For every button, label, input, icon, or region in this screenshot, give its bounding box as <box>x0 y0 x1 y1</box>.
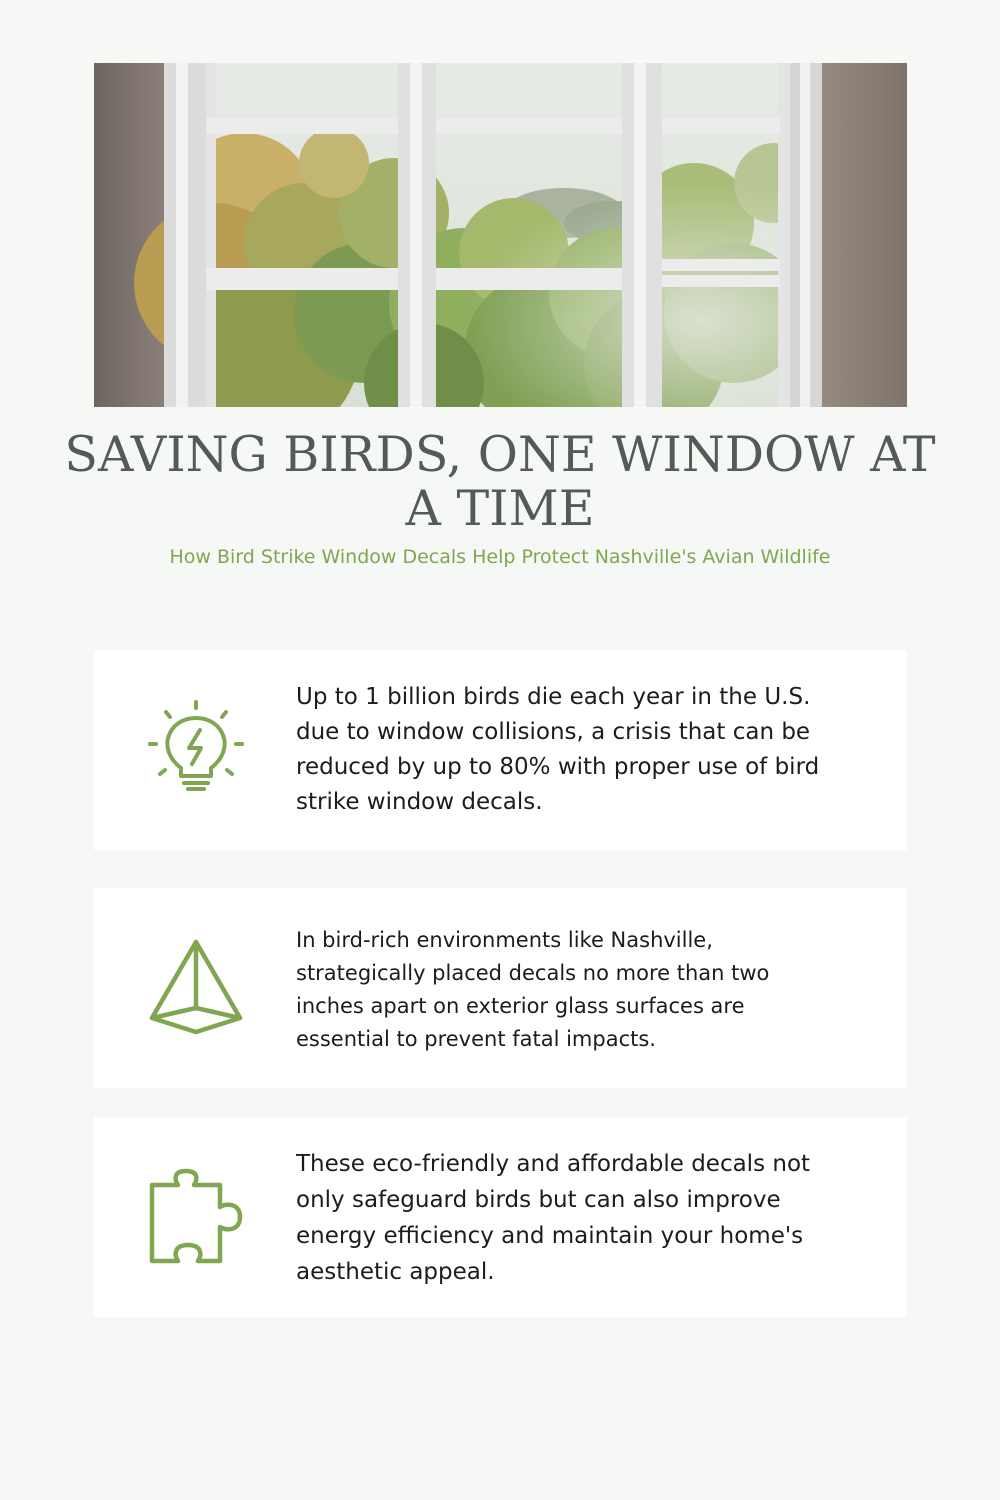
page-subtitle: How Bird Strike Window Decals Help Protect Nashville's Avian Wildlife <box>169 546 831 568</box>
fact-card-benefits <box>94 1117 907 1317</box>
hero-window-image <box>94 63 907 407</box>
fact-text: Up to 1 billion birds die each year in the U.S. due to window collisions, a crisis that can be reduced by up to 80% with proper use of bird strike window decals. <box>296 684 820 815</box>
fact-card-placement <box>94 888 907 1088</box>
fact-card-collisions <box>94 650 907 850</box>
lightbulb-bolt-icon <box>146 698 246 798</box>
pyramid-icon <box>146 936 246 1036</box>
puzzle-piece-icon <box>146 1165 246 1265</box>
fact-text: These eco-friendly and affordable decals not only safeguard birds but can also improve energy efficiency and maintain your home's aesthetic appeal. <box>296 1151 811 1285</box>
page-title: SAVING BIRDS, ONE WINDOW AT A TIME <box>64 426 936 537</box>
fact-text: In bird-rich environments like Nashville, strategically placed decals no more than two inches apart on exterior glass surfaces are essential to prevent fatal impacts. <box>296 928 770 1051</box>
